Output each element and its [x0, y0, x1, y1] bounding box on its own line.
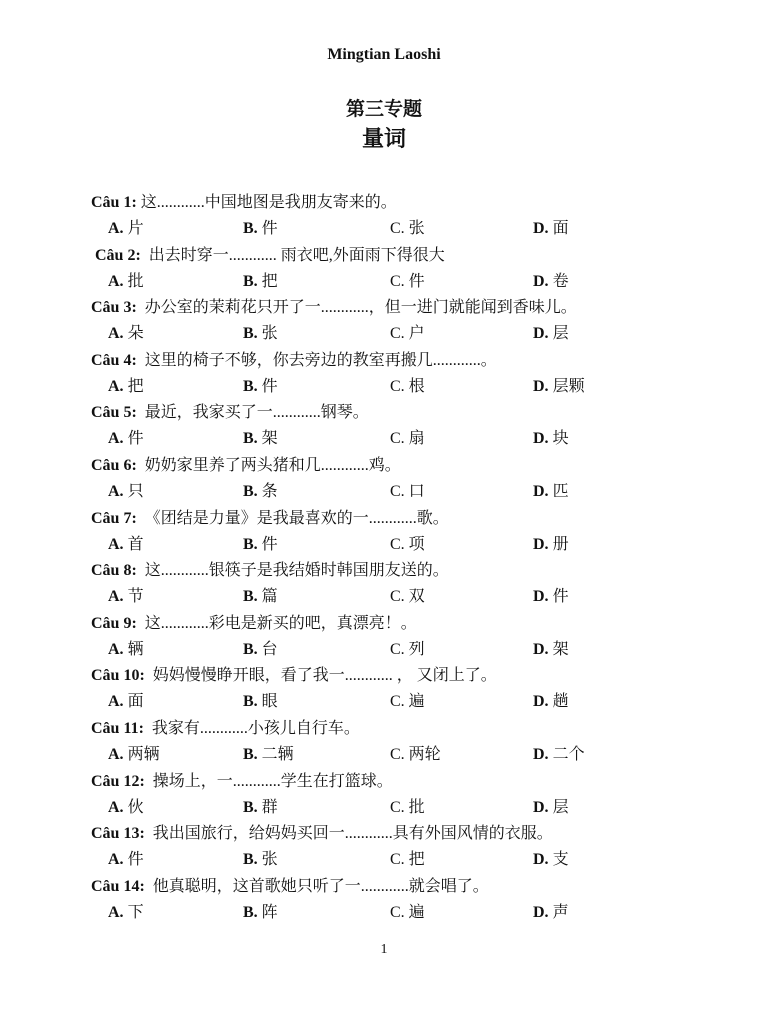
option-letter: D.: [533, 851, 549, 869]
option-letter: A.: [108, 220, 124, 237]
option-letter: C.: [390, 272, 405, 290]
question-label: Câu 14:: [91, 877, 145, 895]
option-letter: B.: [243, 377, 258, 395]
option-text: 册: [548, 535, 569, 553]
answer-options: [91, 479, 731, 505]
option-text: 件: [257, 220, 278, 237]
question-line: [91, 821, 731, 847]
option-b: [243, 532, 278, 558]
question-item: [91, 558, 731, 611]
answer-options: [91, 795, 731, 821]
option-a: [108, 321, 144, 347]
option-letter: B.: [243, 745, 258, 763]
option-c: [390, 321, 425, 347]
option-c: [390, 426, 425, 452]
option-letter: A.: [108, 377, 124, 395]
option-c: [390, 795, 425, 821]
option-b: [243, 689, 278, 715]
option-d: [533, 321, 569, 347]
option-letter: C.: [390, 325, 405, 343]
option-d: [533, 426, 569, 452]
question-line: [91, 506, 731, 532]
option-d: [533, 479, 569, 505]
option-a: [108, 689, 144, 715]
option-letter: D.: [533, 903, 549, 921]
option-letter: B.: [243, 482, 258, 500]
option-text: 口: [404, 482, 425, 500]
question-text: 这............彩电是新买的吧，真漂亮！。: [136, 614, 417, 632]
option-d: [533, 689, 569, 715]
question-text: 办公室的茉莉花只开了一............，但一进门就能闻到香味儿。: [136, 299, 577, 317]
option-letter: D.: [533, 482, 549, 500]
option-text: 匹: [548, 482, 569, 500]
option-text: 趟: [548, 693, 569, 711]
question-text: 这里的椅子不够，你去旁边的教室再搬几............。: [136, 351, 497, 369]
answer-options: [91, 374, 731, 400]
option-b: [243, 900, 278, 926]
option-d: [533, 374, 585, 400]
option-b: [243, 795, 278, 821]
option-text: 件: [123, 430, 144, 448]
question-item: [91, 348, 731, 401]
question-text: 这............银筷子是我结婚时韩国朋友送的。: [136, 562, 449, 580]
question-text: 最近，我家买了一............钢琴。: [136, 404, 369, 422]
option-text: 架: [257, 430, 278, 448]
question-item: [91, 506, 731, 559]
question-text: 妈妈慢慢睁开眼，看了我一............ ， 又闭上了。: [144, 667, 497, 685]
option-letter: A.: [108, 851, 124, 869]
question-line: [91, 453, 731, 479]
option-b: [243, 479, 278, 505]
option-text: 批: [123, 272, 144, 290]
option-text: 下: [123, 903, 144, 921]
option-c: [390, 847, 425, 873]
question-text: 我出国旅行，给妈妈买回一............具有外国风情的衣服。: [144, 825, 553, 843]
option-text: 层: [548, 325, 569, 343]
answer-options: [91, 216, 731, 242]
option-text: 件: [404, 272, 425, 290]
option-d: [533, 584, 569, 610]
option-letter: B.: [243, 798, 258, 816]
option-d: [533, 637, 569, 663]
option-text: 件: [257, 377, 278, 395]
option-text: 篇: [257, 588, 278, 606]
question-label: Câu 6:: [91, 456, 137, 474]
question-line: [95, 243, 731, 269]
option-letter: C.: [390, 535, 405, 553]
option-text: 列: [404, 640, 425, 658]
option-letter: C.: [390, 640, 405, 658]
option-letter: D.: [533, 272, 549, 290]
option-letter: B.: [243, 535, 258, 553]
option-d: [533, 847, 569, 873]
option-text: 件: [548, 588, 569, 606]
question-text: 这............中国地图是我朋友寄来的。: [136, 194, 397, 211]
topic-title: 第三专题: [345, 99, 422, 120]
option-letter: D.: [533, 693, 549, 711]
option-letter: A.: [108, 693, 124, 711]
option-text: 面: [548, 220, 569, 237]
answer-options: [91, 269, 731, 295]
option-text: 根: [404, 377, 425, 395]
option-b: [243, 742, 294, 768]
option-letter: C.: [390, 745, 405, 763]
option-c: [390, 900, 425, 926]
page-number: 1: [380, 942, 388, 957]
option-c: [390, 374, 425, 400]
option-text: 两辆: [123, 745, 160, 763]
option-d: [533, 216, 569, 242]
option-letter: B.: [243, 588, 258, 606]
option-text: 把: [257, 272, 278, 290]
question-item: [91, 453, 731, 506]
option-text: 张: [257, 325, 278, 343]
option-c: [390, 216, 425, 242]
option-letter: B.: [243, 640, 258, 658]
option-letter: D.: [533, 640, 549, 658]
option-letter: C.: [390, 851, 405, 869]
answer-options: [91, 847, 731, 873]
option-text: 辆: [123, 640, 144, 658]
option-b: [243, 584, 278, 610]
option-text: 片: [123, 220, 144, 237]
question-line: [91, 611, 731, 637]
option-text: 户: [404, 325, 425, 343]
question-text: 奶奶家里养了两头猪和几............鸡。: [136, 456, 401, 474]
option-text: 批: [404, 798, 425, 816]
option-letter: A.: [108, 482, 124, 500]
option-letter: A.: [108, 325, 124, 343]
option-text: 伙: [123, 798, 144, 816]
option-a: [108, 795, 144, 821]
option-b: [243, 321, 278, 347]
answer-options: [91, 637, 731, 663]
option-c: [390, 269, 425, 295]
option-letter: C.: [390, 430, 405, 448]
question-item: [91, 874, 731, 927]
question-line: [91, 400, 731, 426]
option-text: 层颗: [548, 377, 585, 395]
question-text: 他真聪明，这首歌她只听了一............就会唱了。: [144, 877, 489, 895]
answer-options: [91, 900, 731, 926]
question-label: Câu 13:: [91, 825, 145, 843]
option-a: [108, 426, 144, 452]
question-text: 我家有............小孩儿自行车。: [143, 719, 360, 737]
question-line: [91, 874, 731, 900]
question-list: [91, 190, 731, 926]
option-d: [533, 269, 569, 295]
answer-options: [91, 742, 731, 768]
question-item: [91, 821, 731, 874]
option-text: 二个: [548, 745, 585, 763]
answer-options: [91, 532, 731, 558]
option-letter: A.: [108, 272, 124, 290]
question-line: [91, 348, 731, 374]
option-text: 面: [123, 693, 144, 711]
option-letter: A.: [108, 745, 124, 763]
option-c: [390, 584, 425, 610]
option-text: 项: [404, 535, 425, 553]
option-text: 把: [404, 851, 425, 869]
option-text: 遍: [404, 693, 425, 711]
option-text: 双: [404, 588, 425, 606]
question-item: [95, 243, 731, 296]
option-letter: A.: [108, 798, 124, 816]
option-text: 卷: [548, 272, 569, 290]
option-letter: A.: [108, 588, 124, 606]
option-text: 遍: [404, 903, 425, 921]
question-label: Câu 7:: [91, 509, 137, 527]
option-a: [108, 269, 144, 295]
option-b: [243, 269, 278, 295]
option-letter: B.: [243, 220, 258, 237]
option-letter: C.: [390, 693, 405, 711]
option-c: [390, 532, 425, 558]
question-label: Câu 2:: [95, 246, 141, 264]
question-label: Câu 1:: [91, 194, 137, 211]
option-a: [108, 479, 144, 505]
option-a: [108, 900, 144, 926]
option-text: 两轮: [404, 745, 441, 763]
option-c: [390, 637, 425, 663]
question-item: [91, 769, 731, 822]
option-letter: C.: [390, 903, 405, 921]
option-d: [533, 742, 585, 768]
option-text: 只: [123, 482, 144, 500]
option-b: [243, 374, 278, 400]
option-letter: D.: [533, 798, 549, 816]
question-line: [91, 295, 731, 321]
option-letter: B.: [243, 430, 258, 448]
option-letter: C.: [390, 798, 405, 816]
option-b: [243, 847, 278, 873]
option-letter: B.: [243, 693, 258, 711]
option-letter: C.: [390, 377, 405, 395]
option-letter: A.: [108, 640, 124, 658]
option-d: [533, 795, 569, 821]
option-letter: D.: [533, 745, 549, 763]
option-text: 朵: [123, 325, 144, 343]
question-label: Câu 5:: [91, 404, 137, 422]
question-line: [91, 663, 731, 689]
question-item: [91, 190, 731, 243]
option-text: 群: [257, 798, 278, 816]
option-letter: D.: [533, 377, 549, 395]
question-line: [91, 558, 731, 584]
answer-options: [91, 584, 731, 610]
answer-options: [91, 426, 731, 452]
question-label: Câu 12:: [91, 772, 145, 790]
author-name: Mingtian Laoshi: [327, 46, 441, 63]
option-text: 张: [257, 851, 278, 869]
option-letter: D.: [533, 535, 549, 553]
option-letter: C.: [390, 220, 405, 237]
option-text: 张: [404, 220, 425, 237]
option-d: [533, 532, 569, 558]
option-text: 阵: [257, 903, 278, 921]
option-text: 眼: [257, 693, 278, 711]
option-c: [390, 689, 425, 715]
option-text: 件: [123, 851, 144, 869]
option-letter: C.: [390, 482, 405, 500]
question-item: [91, 611, 731, 664]
option-letter: D.: [533, 588, 549, 606]
question-line: [91, 190, 731, 216]
question-label: Câu 3:: [91, 299, 137, 317]
question-label: Câu 8:: [91, 562, 137, 580]
option-letter: D.: [533, 325, 549, 343]
option-text: 条: [257, 482, 278, 500]
option-a: [108, 742, 160, 768]
subject-title: 量词: [361, 126, 406, 151]
option-letter: B.: [243, 903, 258, 921]
option-a: [108, 374, 144, 400]
option-text: 声: [548, 903, 569, 921]
option-text: 首: [123, 535, 144, 553]
option-text: 节: [123, 588, 144, 606]
option-text: 支: [548, 851, 569, 869]
option-a: [108, 584, 144, 610]
option-d: [533, 900, 569, 926]
option-text: 把: [123, 377, 144, 395]
question-item: [91, 663, 731, 716]
question-line: [91, 716, 731, 742]
option-letter: B.: [243, 325, 258, 343]
option-letter: C.: [390, 588, 405, 606]
question-text: 操场上，一............学生在打篮球。: [144, 772, 393, 790]
option-text: 件: [257, 535, 278, 553]
question-label: Câu 4:: [91, 351, 137, 369]
option-b: [243, 637, 278, 663]
option-letter: D.: [533, 430, 549, 448]
answer-options: [91, 321, 731, 347]
question-label: Câu 11:: [91, 719, 144, 737]
option-text: 块: [548, 430, 569, 448]
option-c: [390, 742, 441, 768]
question-label: Câu 10:: [91, 667, 145, 685]
option-text: 架: [548, 640, 569, 658]
question-item: [91, 716, 731, 769]
option-text: 扇: [404, 430, 425, 448]
question-label: Câu 9:: [91, 614, 137, 632]
option-a: [108, 532, 144, 558]
question-item: [91, 400, 731, 453]
answer-options: [91, 689, 731, 715]
option-a: [108, 847, 144, 873]
option-text: 台: [257, 640, 278, 658]
question-text: 出去时穿一............ 雨衣吧,外面雨下得很大: [140, 246, 445, 264]
option-letter: D.: [533, 220, 549, 237]
option-letter: B.: [243, 851, 258, 869]
option-letter: A.: [108, 535, 124, 553]
option-text: 层: [548, 798, 569, 816]
option-a: [108, 216, 144, 242]
option-letter: A.: [108, 430, 124, 448]
option-letter: B.: [243, 272, 258, 290]
option-text: 二辆: [257, 745, 294, 763]
option-a: [108, 637, 144, 663]
question-item: [91, 295, 731, 348]
option-b: [243, 426, 278, 452]
option-b: [243, 216, 278, 242]
option-c: [390, 479, 425, 505]
question-line: [91, 769, 731, 795]
option-letter: A.: [108, 903, 124, 921]
question-text: 《团结是力量》是我最喜欢的一............歌。: [136, 509, 449, 527]
